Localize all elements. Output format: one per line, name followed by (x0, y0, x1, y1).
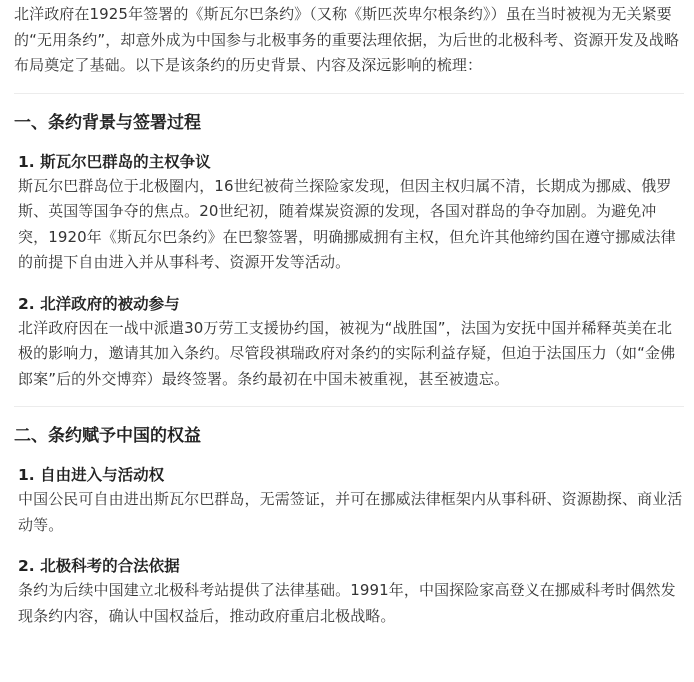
subsection-text: 条约为后续中国建立北极科考站提供了法律基础。1991年，中国探险家高登义在挪威科考时偶然发现条约内容，确认中国权益后，推动政府重启北极战略。 (18, 581, 676, 625)
intro-paragraph: 北洋政府在1925年签署的《斯瓦尔巴条约》（又称《斯匹茨卑尔根条约》）虽在当时被视为无关紧要的“无用条约”，却意外成为中国参与北极事务的重要法理依据，为后世的北极科考、资源开发及战略布局奠定了基础。以下是该条约的历史背景、内容及深远影响的梳理： (14, 5, 680, 74)
section-divider (14, 93, 684, 94)
subsection-text: 北洋政府因在一战中派遣30万劳工支援协约国，被视为“战胜国”，法国为安抚中国并稀释英美在北极的影响力，邀请其加入条约。尽管段祺瑞政府对条约的实际利益存疑，但迫于法国压力（如“金佛郎案”后的外交博弈）最终签署。条约最初在中国未被重视，甚至被遗忘。 (18, 318, 676, 388)
section-1 (14, 108, 684, 393)
section-title: 二、条约赋予中国的权益 (14, 426, 201, 446)
subsection-title: 2. 北洋政府的被动参与 (18, 294, 180, 313)
section-divider (14, 406, 684, 407)
subsection-text: 斯瓦尔巴群岛位于北极圈内，16世纪被荷兰探险家发现，但因主权归属不清，长期成为挪威、俄罗斯、英国等国争夺的焦点。20世纪初，随着煤炭资源的发现，各国对群岛的争夺加剧。为避免冲突，1920年《斯瓦尔巴条约》在巴黎签署，明确挪威拥有主权，但允许其他缔约国在遵守挪威法律的前提下自由进入并从事科考、资源开发等活动。 (18, 176, 676, 271)
section-title: 一、条约背景与签署过程 (14, 112, 201, 133)
section-2 (14, 421, 684, 629)
subsection-text: 中国公民可自由进出斯瓦尔巴群岛，无需签证，并可在挪威法律框架内从事科研、资源勘探、商业活动等。 (18, 490, 683, 534)
subsection-title: 1. 自由进入与活动权 (18, 466, 165, 484)
subsection-title: 1. 斯瓦尔巴群岛的主权争议 (18, 152, 211, 171)
subsection-title: 2. 北极科考的合法依据 (18, 557, 180, 575)
